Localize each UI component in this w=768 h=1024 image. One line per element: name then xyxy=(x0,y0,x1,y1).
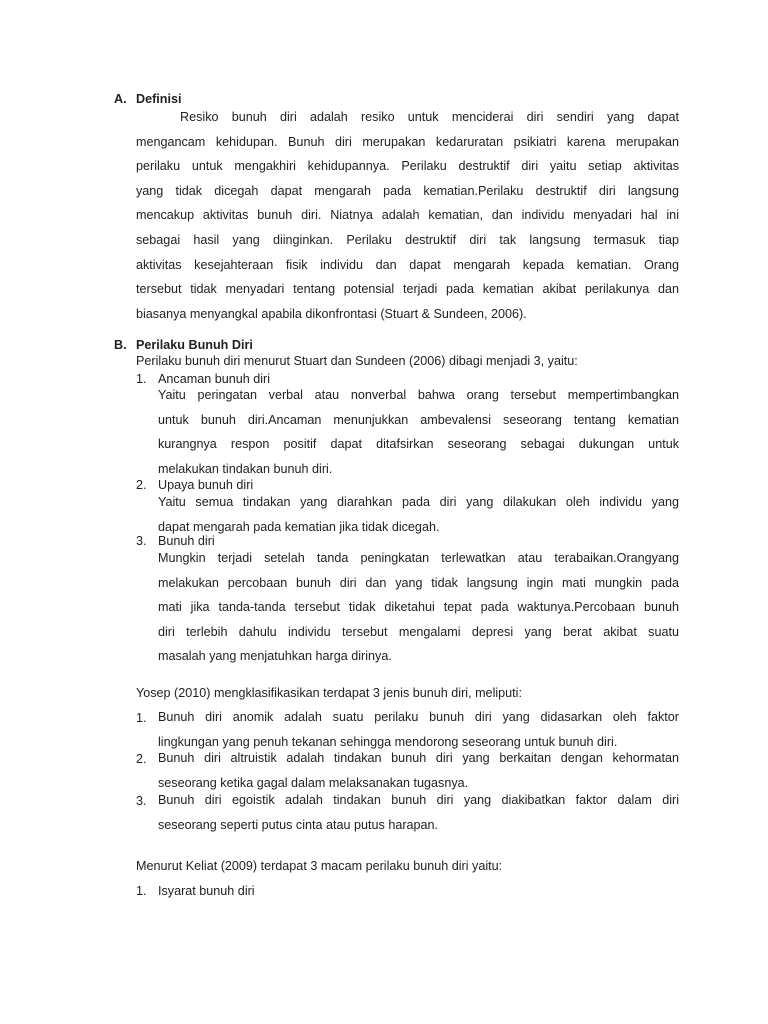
paragraph-line: mati jika tanda-tanda tersebut tidak diketahui tepat pada waktunya.Percobaan bunuh xyxy=(158,600,679,615)
paragraph-line: Bunuh diri anomik adalah suatu perilaku bunuh diri yang didasarkan oleh faktor xyxy=(158,710,679,724)
keliat-intro: Menurut Keliat (2009) terdapat 3 macam perilaku bunuh diri yaitu: xyxy=(136,859,503,873)
paragraph-line: diri terlebih dahulu individu tersebut mengalami depresi yang berat akibat suatu xyxy=(158,624,679,639)
section-a-letter: A. xyxy=(114,92,127,106)
paragraph-line: kurangnya respon positif dapat ditafsirkan seseorang sebagai dukungan untuk xyxy=(158,437,679,452)
list-item-title: Ancaman bunuh diri xyxy=(158,372,271,386)
paragraph-line: seseorang seperti putus cinta atau putus harapan. xyxy=(158,817,439,832)
paragraph-line: melakukan tindakan bunuh diri. xyxy=(158,461,333,476)
list-item-title: Upaya bunuh diri xyxy=(158,478,254,492)
paragraph-line: sebagai hasil yang diinginkan. Perilaku destruktif diri tak langsung termasuk tiap xyxy=(136,232,679,247)
paragraph-line: Yaitu peringatan verbal atau nonverbal bahwa orang tersebut mempertimbangkan xyxy=(158,388,679,402)
list-number: 1. xyxy=(136,372,147,386)
paragraph-line: aktivitas kesejahteraan fisik individu dan dapat mengarah kepada kematian. Orang xyxy=(136,257,679,272)
list-number: 1. xyxy=(136,884,147,898)
section-b-intro: Perilaku bunuh diri menurut Stuart dan Sundeen (2006) dibagi menjadi 3, yaitu: xyxy=(136,354,578,368)
paragraph-line: untuk bunuh diri.Ancaman menunjukkan ambevalensi seseorang tentang kematian xyxy=(158,412,679,427)
section-a-paragraph xyxy=(136,105,679,326)
list-number: 1. xyxy=(136,711,147,725)
section-b-letter: B. xyxy=(114,338,127,352)
paragraph-line: mengancam kehidupan. Bunuh diri merupakan kedaruratan psikiatri karena merupakan xyxy=(136,134,679,149)
section-b-title: Perilaku Bunuh Diri xyxy=(136,338,253,352)
paragraph-line: melakukan percobaan bunuh diri dan yang tidak langsung ingin mati mungkin pada xyxy=(158,575,679,590)
paragraph-line: Bunuh diri altruistik adalah tindakan bunuh diri yang berkaitan dengan kehormatan xyxy=(158,751,679,765)
list-item-title: Isyarat bunuh diri xyxy=(158,884,255,898)
paragraph-line: perilaku untuk mengakhiri kehidupannya. Perilaku destruktif diri yaitu setiap aktivitas xyxy=(136,159,679,174)
yosep-intro: Yosep (2010) mengklasifikasikan terdapat 3 jenis bunuh diri, meliputi: xyxy=(136,686,522,700)
list-item-title: Bunuh diri xyxy=(158,534,215,548)
paragraph-line: yang tidak dicegah dapat mengarah pada kematian.Perilaku destruktif diri langsung xyxy=(136,183,679,198)
paragraph-line: biasanya menyangkal apabila dikonfrontasi (Stuart & Sundeen, 2006). xyxy=(136,306,527,321)
list-number: 3. xyxy=(136,534,147,548)
paragraph-line: lingkungan yang penuh tekanan sehingga mendorong seseorang untuk bunuh diri. xyxy=(158,734,618,749)
paragraph-line: tersebut tidak menyadari tentang potensial terjadi pada kematian akibat perilakunya dan xyxy=(136,282,679,297)
list-number: 2. xyxy=(136,752,147,766)
paragraph-line: mencakup aktivitas bunuh diri. Niatnya adalah kematian, dan individu menyadari hal ini xyxy=(136,208,679,223)
paragraph-line: Bunuh diri egoistik adalah tindakan bunuh diri yang diakibatkan faktor dalam diri xyxy=(158,793,679,807)
list-item-body xyxy=(158,788,679,837)
paragraph-line: Resiko bunuh diri adalah resiko untuk menciderai diri sendiri yang dapat xyxy=(180,110,679,124)
paragraph-line: dapat mengarah pada kematian jika tidak dicegah. xyxy=(158,519,440,534)
paragraph-line: Yaitu semua tindakan yang diarahkan pada diri yang dilakukan oleh individu yang xyxy=(158,495,679,509)
paragraph-line: masalah yang menjatuhkan harga dirinya. xyxy=(158,649,392,664)
paragraph-line: seseorang ketika gagal dalam melaksanakan tugasnya. xyxy=(158,775,469,790)
list-item-body xyxy=(158,546,679,669)
list-number: 2. xyxy=(136,478,147,492)
list-item-body xyxy=(158,383,679,481)
section-a-title: Definisi xyxy=(136,92,182,106)
paragraph-line: Mungkin terjadi setelah tanda peningkatan terlewatkan atau terabaikan.Orangyang xyxy=(158,551,679,565)
list-item-body xyxy=(158,490,679,539)
list-number: 3. xyxy=(136,794,147,808)
